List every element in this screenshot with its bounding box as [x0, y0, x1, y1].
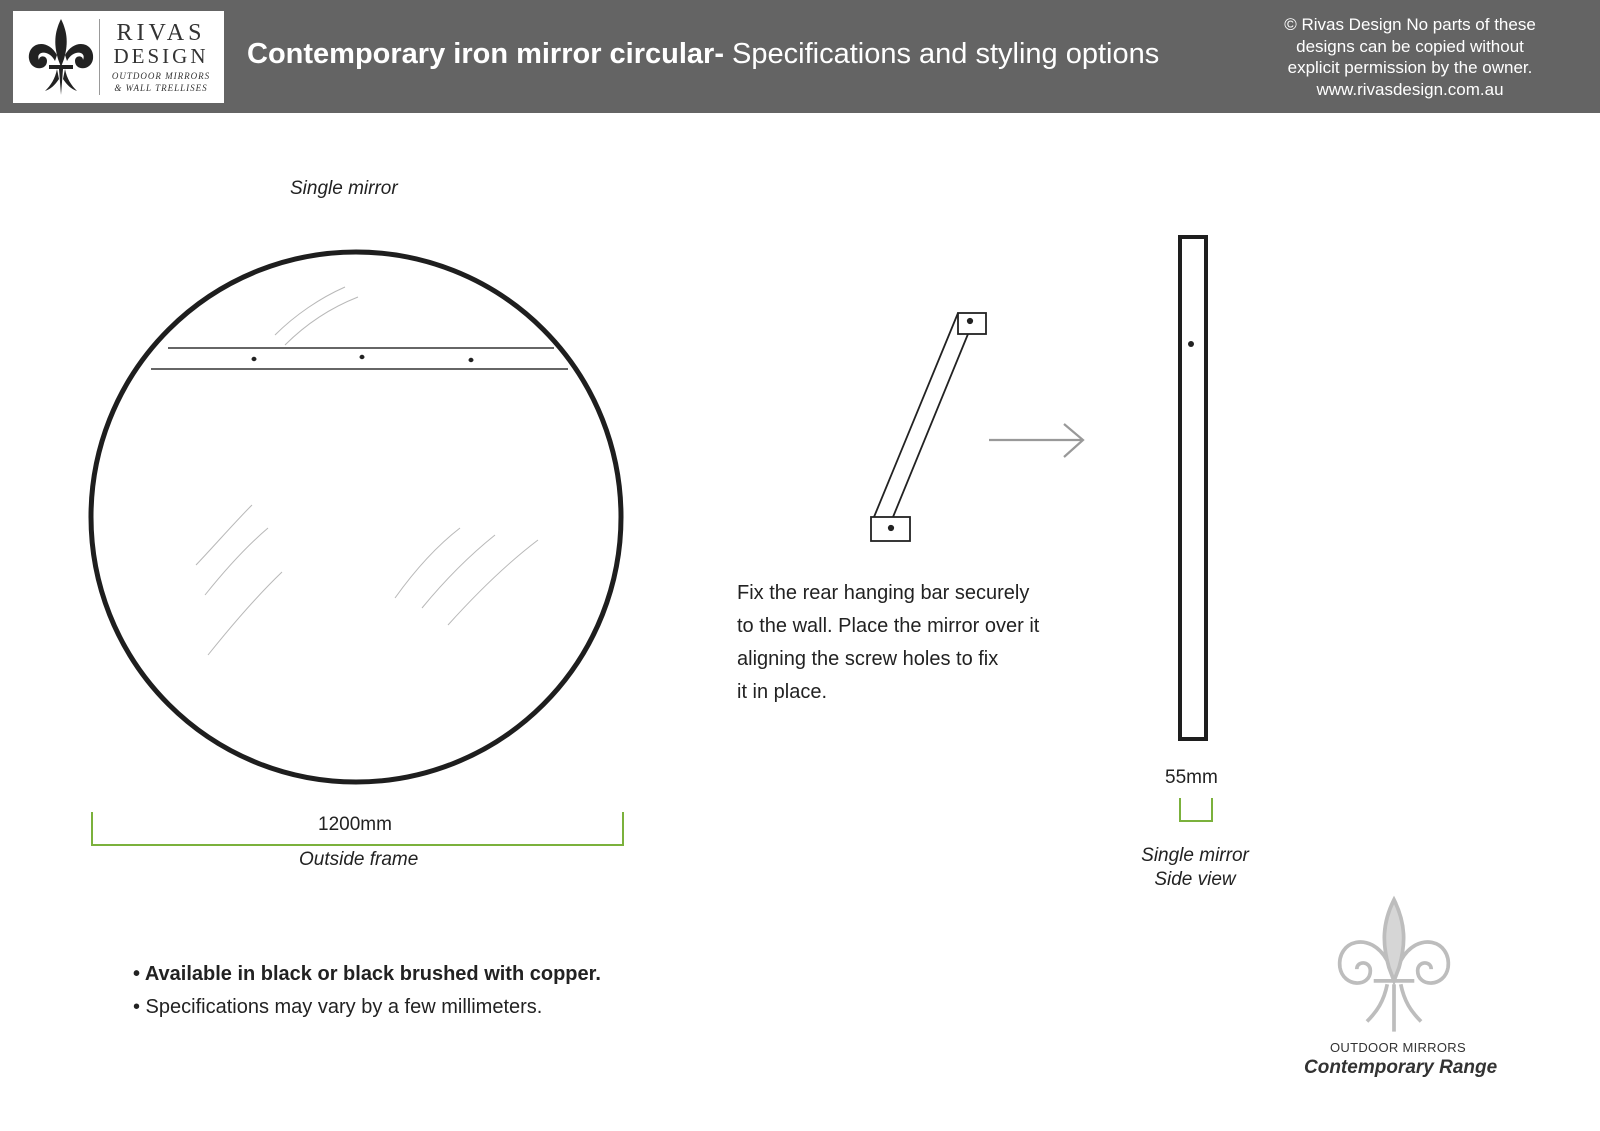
side-view-caption-line2: Side view [1154, 869, 1236, 890]
copyright-line-3: explicit permission by the owner. [1287, 58, 1533, 77]
installation-instructions [737, 577, 1039, 709]
copyright-line-2: designs can be copied without [1296, 36, 1524, 56]
website-url[interactable]: www.rivasdesign.com.au [1316, 79, 1504, 99]
front-view-caption: Single mirror [290, 178, 398, 199]
side-view-caption-line1: Single mirror [1141, 845, 1249, 866]
arrow-right-icon [989, 424, 1083, 457]
brand-name-line2: DESIGN [113, 44, 209, 68]
note-specifications: • Specifications may vary by a few millimeters. [133, 996, 543, 1018]
width-label: 1200mm [318, 814, 392, 835]
note-finish: • Available in black or black brushed with copper. [133, 963, 601, 985]
instruction-line-3: aligning the screw holes to fix [737, 648, 999, 670]
range-line2: Contemporary Range [1304, 1057, 1498, 1078]
depth-dimension-bracket [1180, 798, 1212, 821]
brand-subtitle-line2: & WALL TRELLISES [114, 83, 208, 93]
brand-subtitle-line1: OUTDOOR MIRRORS [111, 71, 211, 81]
product-notes [133, 958, 601, 1024]
fleur-de-lis-watermark-icon [1326, 893, 1462, 1035]
side-view-caption [1130, 844, 1260, 892]
hanging-bar-drawing [871, 313, 986, 541]
depth-label: 55mm [1165, 767, 1218, 788]
brand-name-line1: RIVAS [116, 20, 206, 46]
page-title-rest: Specifications and styling options [724, 38, 1160, 70]
width-caption: Outside frame [299, 849, 419, 870]
mirror-side-view [1180, 237, 1206, 739]
instruction-line-1: Fix the rear hanging bar securely [737, 582, 1030, 604]
range-line1: OUTDOOR MIRRORS [1330, 1040, 1466, 1055]
page-title-bold: Contemporary iron mirror circular- [247, 38, 724, 70]
copyright-line-1: © Rivas Design No parts of these [1284, 15, 1536, 34]
instruction-line-4: it in place. [737, 681, 828, 703]
instruction-line-2: to the wall. Place the mirror over it [737, 615, 1040, 637]
mirror-front-view [91, 252, 621, 782]
